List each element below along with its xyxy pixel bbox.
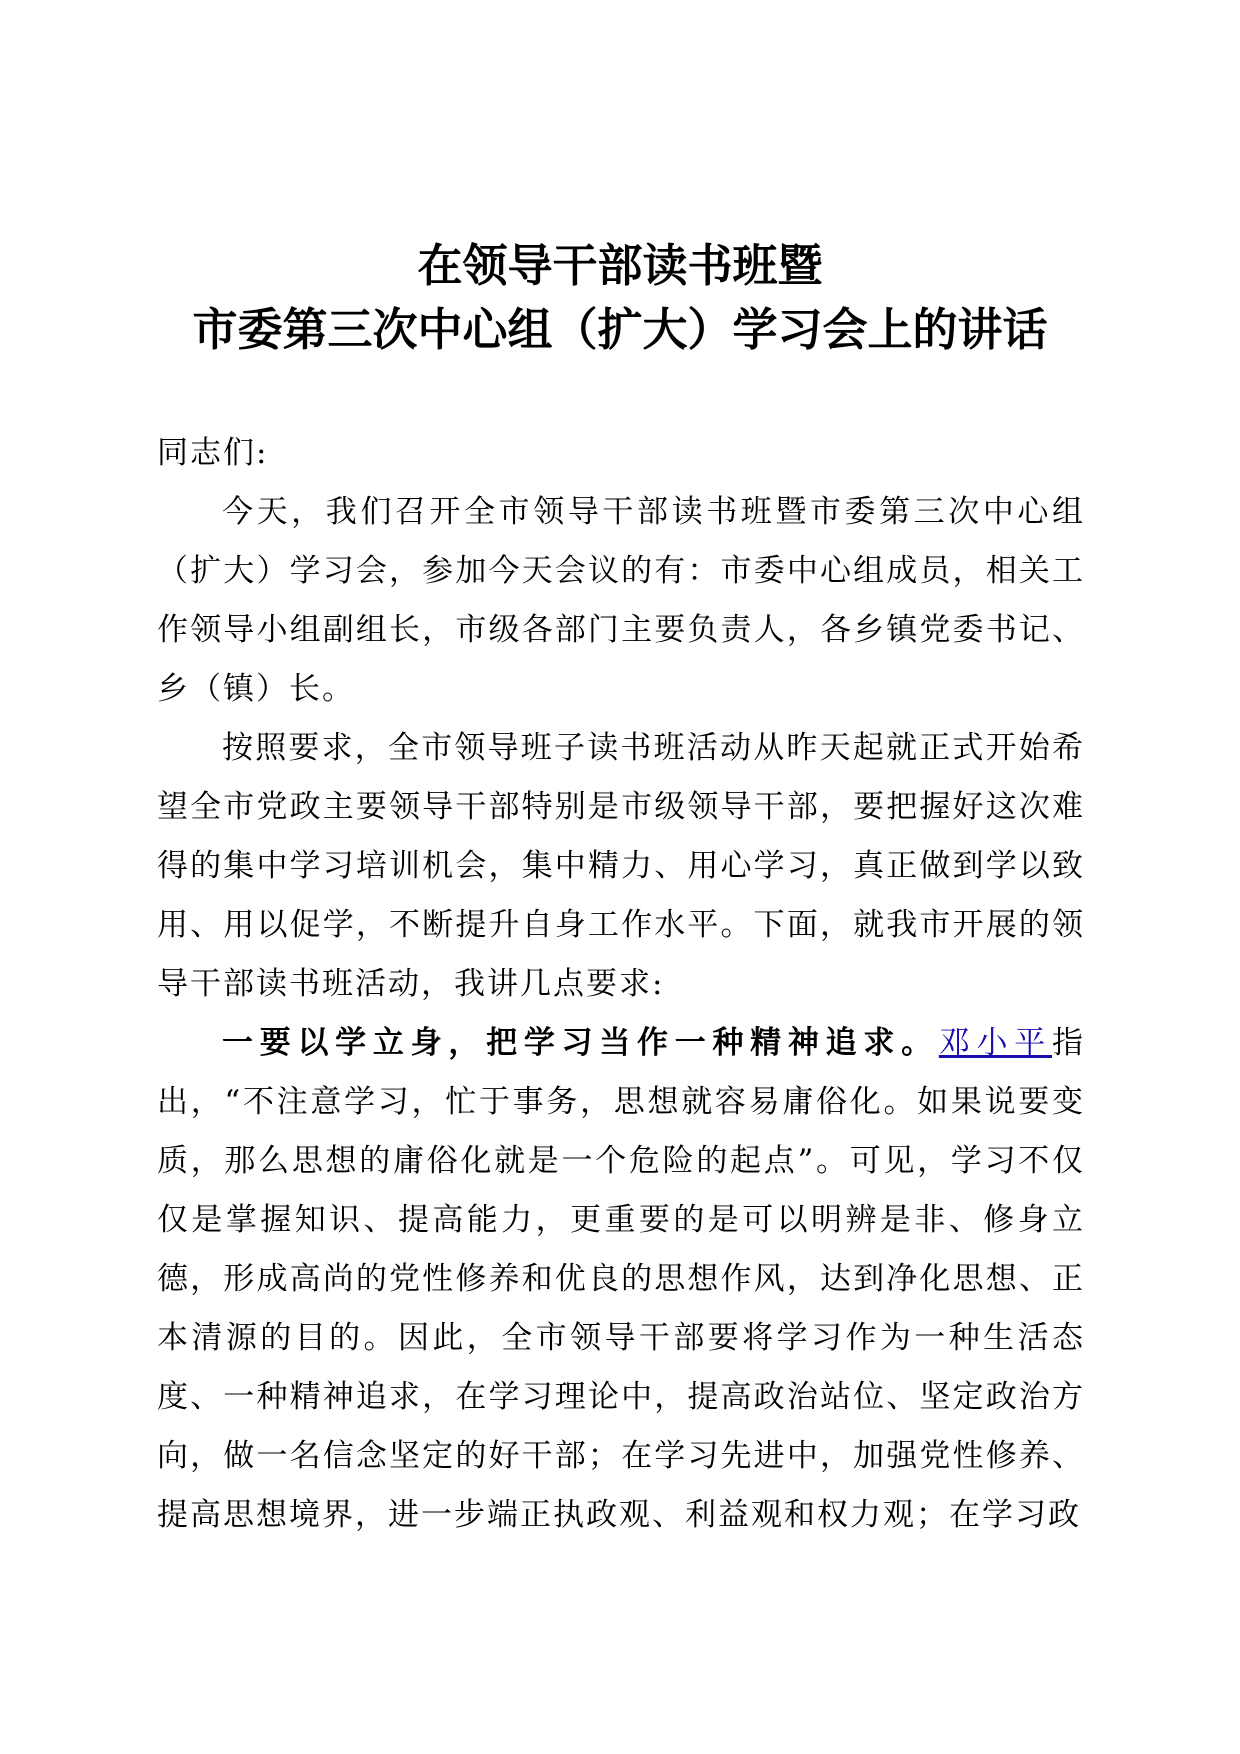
document-title-line-1: 在领导干部读书班暨 (417, 239, 823, 292)
first-point-body: 指出，“不注意学习，忙于事务，思想就容易庸俗化。如果说要变质，那么思想的庸俗化就是一个危险的起点”。可见，学习不仅仅是掌握知识、提高能力，更重要的是可以明辨是非、修身立德，形成高尚的党性修养和优良的思想作风，达到净化思想、正本清源的目的。因此，全市领导干部要将学习作为一种生活态度、一种精神追求，在学习理论中，提高政治站位、坚定政治方向，做一名信念坚定的好干部；在学习先进中，加强党性修养、提高思想境界，进一步端正执政观、利益观和权力观；在学习政 (157, 1025, 1086, 1533)
salutation: 同志们: (157, 435, 269, 471)
first-point-heading: 一要以学立身，把学习当作一种精神追求。 (222, 1025, 939, 1061)
paragraph-intro: 今天，我们召开全市领导干部读书班暨市委第三次中心组（扩大）学习会，参加今天会议的有：市委中心组成员，相关工作领导小组副组长，市级各部门主要负责人，各乡镇党委书记、乡（镇）长。 (157, 494, 1085, 707)
paragraph-requirements: 按照要求，全市领导班子读书班活动从昨天起就正式开始希望全市党政主要领导干部特别是市级领导干部，要把握好这次难得的集中学习培训机会，集中精力、用心学习，真正做到学以致用、用以促学，不断提升自身工作水平。下面，就我市开展的领导干部读书班活动，我讲几点要求: (157, 730, 1085, 1002)
deng-xiaoping-link[interactable]: 邓小平 (938, 1025, 1053, 1061)
paragraph-first-point (157, 1014, 1085, 1545)
document-title-line-2: 市委第三次中心组（扩大）学习会上的讲话 (192, 303, 1048, 356)
